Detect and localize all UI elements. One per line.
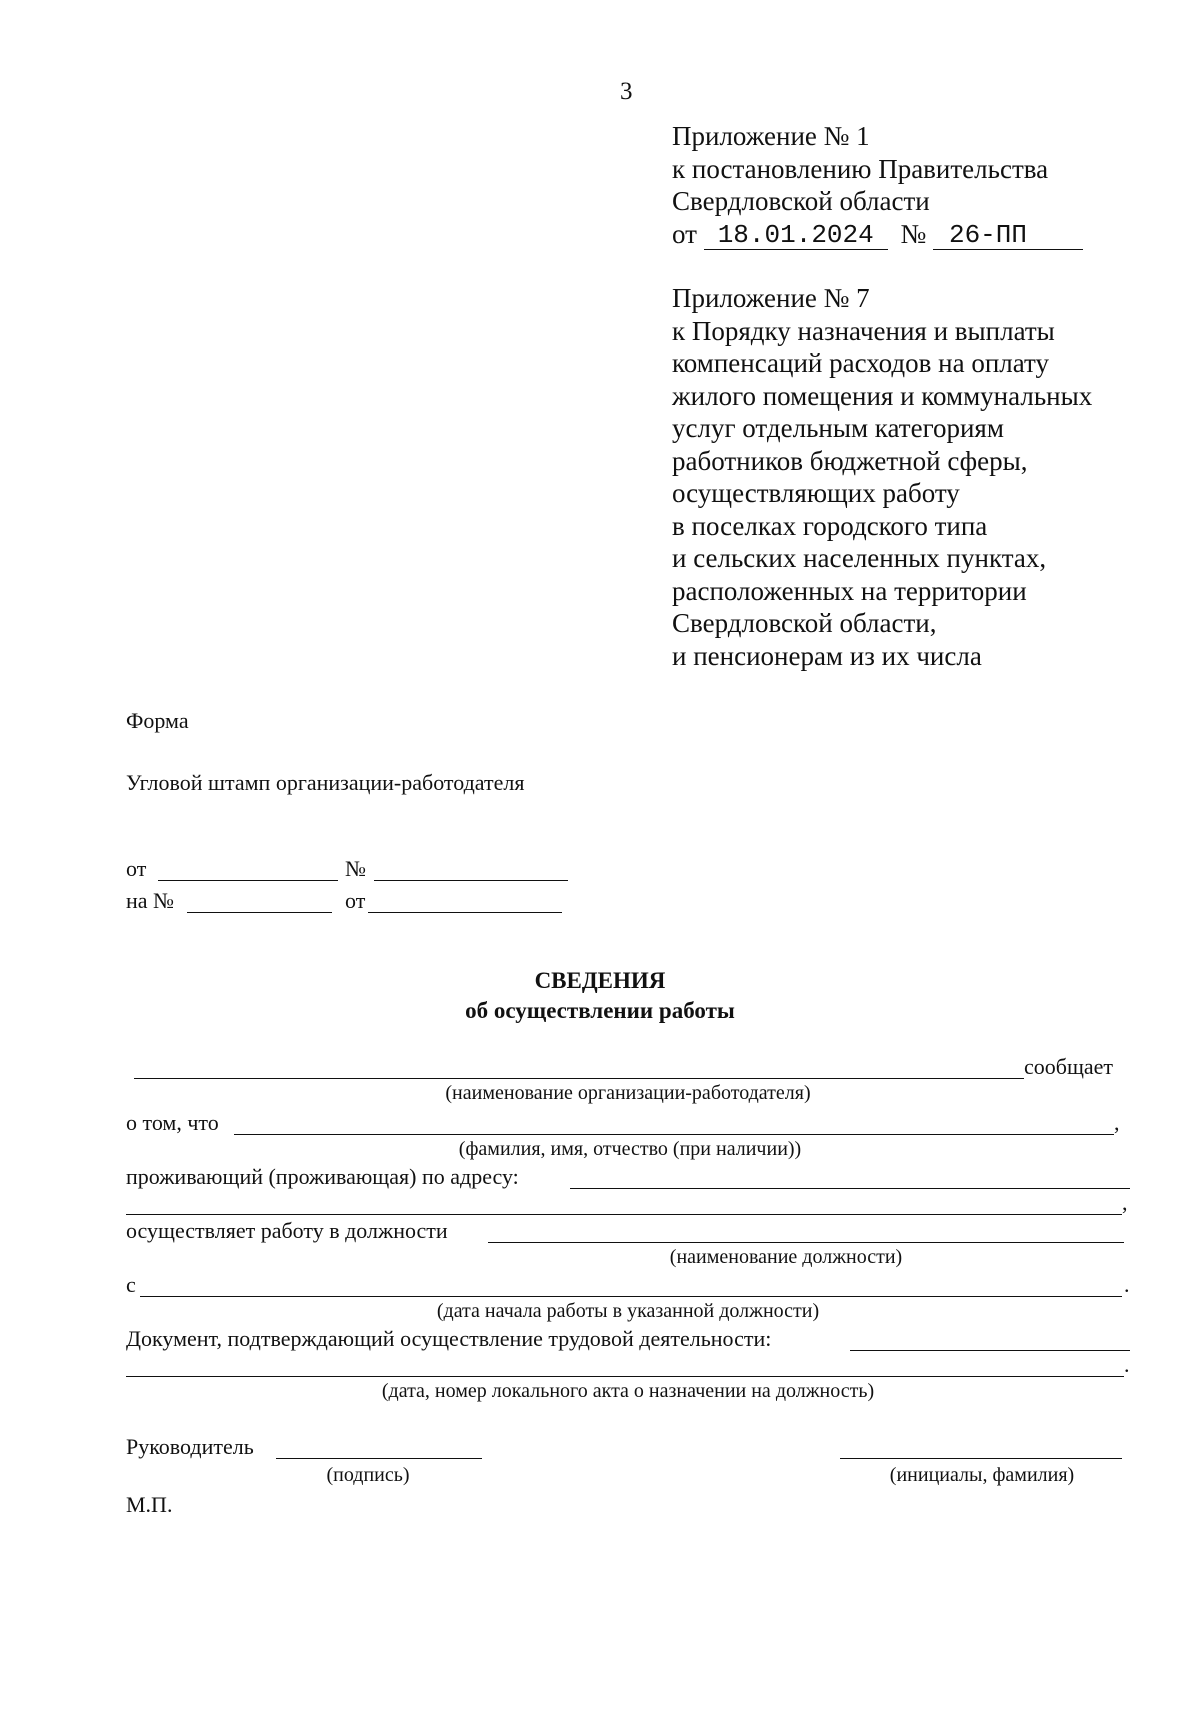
- resolution-number: 26-ПП: [948, 219, 1027, 250]
- start-date-line: [140, 1296, 1122, 1297]
- signature-hint: (подпись): [326, 1464, 410, 1486]
- appendix-1-block: [672, 120, 1083, 250]
- reply-number-line: [187, 912, 332, 913]
- stamp-label: Угловой штамп организации-работодателя: [126, 770, 525, 795]
- number-sign: №: [900, 218, 927, 249]
- since-label: с: [126, 1272, 136, 1297]
- resolution-number-field: [933, 221, 1083, 250]
- appendix-1-date-line: [672, 218, 1083, 251]
- act-hint: (дата, номер локального акта о назначении на должность): [381, 1380, 875, 1402]
- resolution-date: 18.01.2024: [717, 219, 874, 250]
- appendix-7-line: работников бюджетной сферы,: [672, 445, 1028, 476]
- position-hint: (наименование должности): [669, 1246, 903, 1268]
- reply-from-label: от: [345, 888, 366, 913]
- head-label: Руководитель: [126, 1434, 254, 1459]
- appendix-7-line: Приложение № 7: [672, 283, 870, 313]
- appendix-7-line: расположенных на территории: [672, 575, 1027, 606]
- form-label: Форма: [126, 708, 189, 733]
- position-label: осуществляет работу в должности: [126, 1218, 448, 1243]
- name-comma: ,: [1114, 1110, 1120, 1135]
- outgoing-date-line: [158, 880, 338, 881]
- reply-number-label: на №: [126, 888, 175, 913]
- address-label: проживающий (проживающая) по адресу:: [126, 1164, 519, 1189]
- start-date-period: .: [1124, 1272, 1130, 1297]
- organization-line: [134, 1078, 1024, 1079]
- document-line-1: [850, 1350, 1130, 1351]
- address-line-2: [126, 1214, 1122, 1215]
- full-name-hint: (фамилия, имя, отчество (при наличии)): [458, 1138, 802, 1160]
- appendix-7-line: компенсаций расходов на оплату: [672, 348, 1049, 378]
- appendix-7-line: Свердловской области,: [672, 608, 937, 638]
- position-line: [488, 1242, 1124, 1243]
- organization-hint: (наименование организации-работодателя): [445, 1082, 811, 1104]
- reports-word: сообщает: [1024, 1054, 1114, 1079]
- outgoing-number-label: №: [345, 856, 366, 881]
- outgoing-from-label: от: [126, 856, 147, 881]
- appendix-7-line: в поселках городского типа: [672, 510, 988, 541]
- address-comma: ,: [1122, 1190, 1128, 1215]
- initials-hint: (инициалы, фамилия): [889, 1464, 1075, 1486]
- address-line-1: [570, 1188, 1130, 1189]
- start-date-hint: (дата начала работы в указанной должности): [436, 1300, 820, 1322]
- outgoing-number-line: [374, 880, 568, 881]
- appendix-7-line: осуществляющих работу: [672, 478, 960, 508]
- document-label: Документ, подтверждающий осуществление трудовой деятельности:: [126, 1326, 772, 1351]
- appendix-7-line: услуг отдельным категориям: [672, 413, 1004, 443]
- document-line-2: [126, 1376, 1124, 1377]
- document-period: .: [1124, 1352, 1130, 1377]
- appendix-7-line: и пенсионерам из их числа: [672, 640, 982, 671]
- appendix-7-block: [672, 282, 1092, 672]
- reply-date-line: [368, 912, 562, 913]
- document-title: СВЕДЕНИЯ: [534, 968, 666, 993]
- appendix-1-line: Свердловской области: [672, 186, 930, 216]
- document-subtitle: об осуществлении работы: [465, 998, 735, 1023]
- appendix-7-line: жилого помещения и коммунальных: [672, 380, 1093, 411]
- initials-line: [840, 1458, 1122, 1459]
- full-name-line: [234, 1134, 1114, 1135]
- appendix-7-line: к Порядку назначения и выплаты: [672, 315, 1055, 346]
- page-number: 3: [620, 78, 633, 105]
- appendix-1-line: к постановлению Правительства: [672, 153, 1049, 184]
- appendix-7-line: и сельских населенных пунктах,: [672, 543, 1047, 573]
- appendix-1-line: Приложение № 1: [672, 121, 870, 151]
- stamp-place: М.П.: [126, 1492, 173, 1517]
- signature-line: [276, 1458, 482, 1459]
- resolution-date-field: [704, 221, 888, 250]
- date-prefix: от: [672, 218, 697, 249]
- about-label: о том, что: [126, 1110, 219, 1135]
